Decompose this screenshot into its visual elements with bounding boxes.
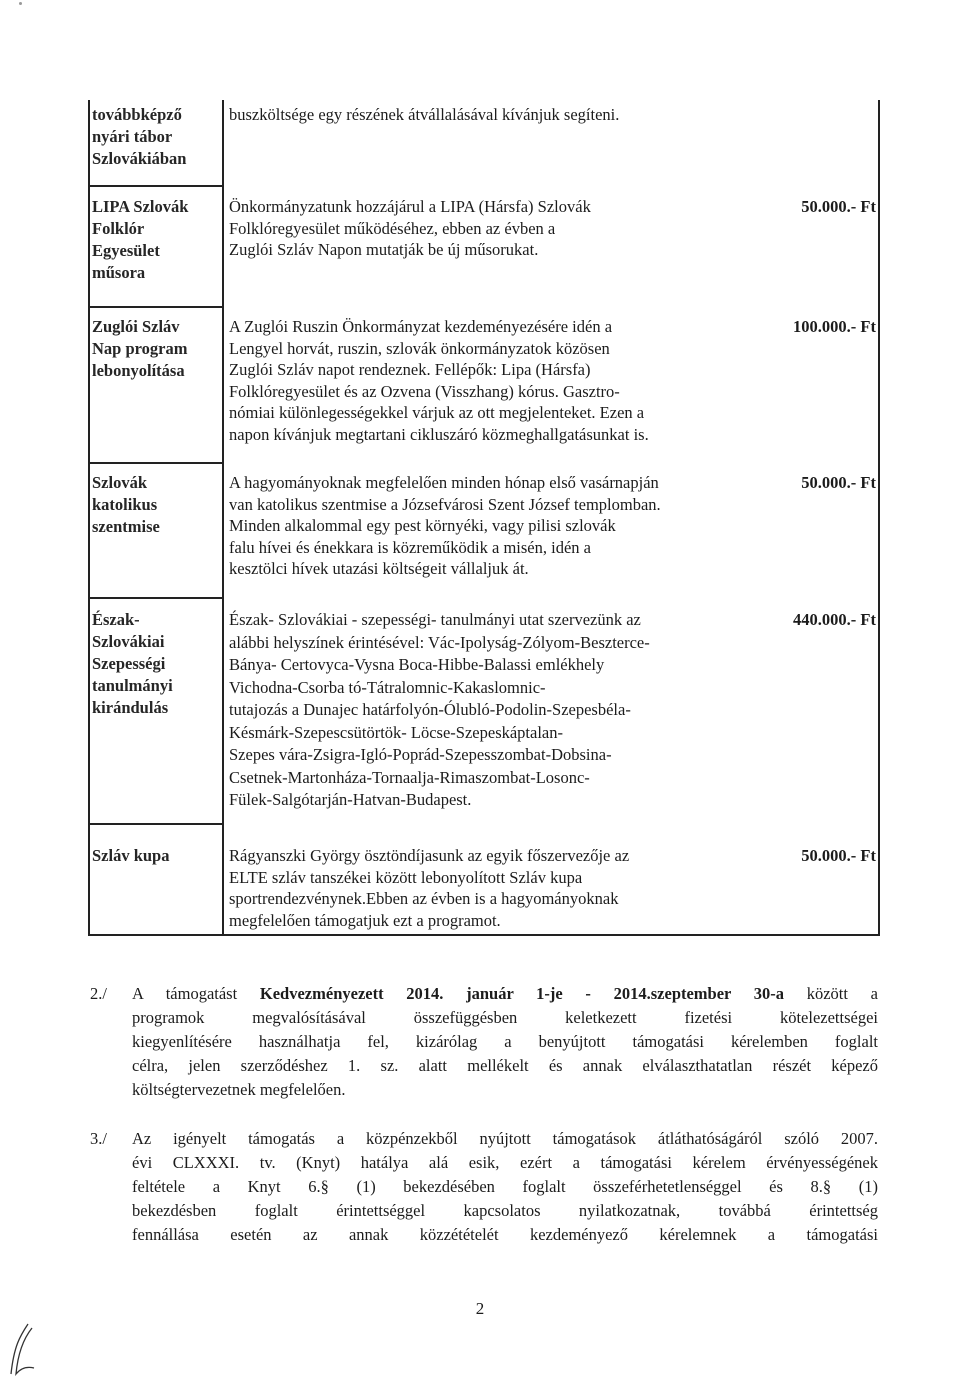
description-line: Szepes vára-Zsigra-Igló-Poprád-Szepesszombat-Dobsina- xyxy=(229,745,612,764)
paragraph-line: A támogatást Kedvezményezett 2014. január 1-je - 2014.szeptember 30-a között a xyxy=(132,984,878,1003)
row-title xyxy=(92,472,222,538)
row-title-line: továbbképző xyxy=(92,105,182,124)
row-title xyxy=(92,196,222,284)
paragraph-line: feltétele a Knyt 6.§ (1) bekezdésében foglalt összeférhetetlenséggel és 8.§ (1) xyxy=(132,1177,878,1196)
row-title-line: Szláv kupa xyxy=(92,846,170,865)
description-line: Zuglói Szláv napot rendeznek. Fellépők: Lipa (Hársfa) xyxy=(229,360,591,379)
row-title xyxy=(92,845,222,867)
row-description xyxy=(229,316,789,445)
description-line: Zuglói Szláv Napon mutatják be új műsorukat. xyxy=(229,240,539,259)
description-line: ELTE szláv tanszékei között lebonyolított Szláv kupa xyxy=(229,867,583,887)
table-row-rule xyxy=(88,823,222,825)
row-title-line: lebonyolítása xyxy=(92,361,185,380)
row-title-line: Egyesület xyxy=(92,241,160,260)
paragraph xyxy=(88,982,878,1104)
paragraph-line: évi CLXXXI. tv. (Knyt) hatálya alá esik, ezért a támogatási kérelem érvényességének xyxy=(132,1153,878,1172)
row-title-line: kirándulás xyxy=(92,698,169,717)
emphasis-text: Kedvezményezett 2014. január 1-je - 2014.szeptember 30-a xyxy=(259,984,785,1003)
handwritten-initial-mark xyxy=(6,1322,38,1376)
paragraph-number: 2./ xyxy=(90,984,107,1003)
table-left-border xyxy=(88,100,90,936)
row-description xyxy=(229,609,789,812)
row-description xyxy=(229,104,789,126)
description-line: Csetnek-Martonháza-Tornaalja-Rimaszombat-Losonc- xyxy=(229,767,590,787)
row-amount: 440.000.- Ft xyxy=(793,610,876,629)
table-right-border xyxy=(878,100,880,936)
description-line: Folklóregyesület működéséhez, ebben az évben a xyxy=(229,218,556,238)
row-title-line: tanulmányi xyxy=(92,676,173,695)
row-title-line: Szlovákiai xyxy=(92,632,165,651)
row-description xyxy=(229,472,789,580)
description-line: Rágyanszki György ösztöndíjasunk az egyik főszervezője az xyxy=(229,846,630,865)
row-title-line: katolikus xyxy=(92,495,158,514)
row-title-line: Nap program xyxy=(92,339,188,358)
description-line: Minden alkalommal egy pest környéki, vagy pilisi szlovák xyxy=(229,516,616,535)
description-line: buszköltsége egy részének átvállalásával kívánjuk segíteni. xyxy=(229,105,620,124)
paragraph-line: költségtervezetnek megfelelően. xyxy=(132,1080,346,1099)
row-title-line: szentmise xyxy=(92,517,160,536)
row-amount: 50.000.- Ft xyxy=(801,846,876,865)
paragraph-line: fennállása esetén az annak közzétételét kezdeményező kérelemnek a támogatási xyxy=(132,1225,878,1244)
table-row-rule xyxy=(88,597,222,599)
row-description xyxy=(229,845,789,931)
paragraph-body xyxy=(132,1127,878,1247)
description-line: van katolikus szentmise a Józsefvárosi Szent József templomban. xyxy=(229,494,661,514)
row-description xyxy=(229,196,789,261)
description-line: napon kívánjuk megtartani cikluszáró közmeghallgatásunkat is. xyxy=(229,424,649,444)
description-line: Késmárk-Szepescsütörtök- Löcse-Szepeskáptalan- xyxy=(229,722,563,742)
row-title-line: Szlovák xyxy=(92,473,148,492)
paragraph-line: programok megvalósításával összefüggésben keletkezett fizetési kötelezettségei xyxy=(132,1008,878,1027)
description-line: alábbi helyszínek érintésével: Vác-Ipolyság-Zólyom-Beszterce- xyxy=(229,632,650,652)
paragraph-body xyxy=(132,982,878,1102)
paragraph-line: bekezdésben foglalt érintettséggel kapcsolatos nyilatkozatnak, továbbá érintettség xyxy=(132,1201,878,1220)
description-line: A hagyományoknak megfelelően minden hónap első vasárnapján xyxy=(229,473,659,492)
description-line: Fülek-Salgótarján-Hatvan-Budapest. xyxy=(229,790,472,809)
row-title xyxy=(92,609,222,719)
description-line: Bánya- Certovyca-Vysna Boca-Hibbe-Balassi emlékhely xyxy=(229,655,605,674)
paragraph-line: célra, jelen szerződéshez 1. sz. alatt mellékelt és annak elválaszthatatlan részét képező xyxy=(132,1056,878,1075)
paragraph-number: 3./ xyxy=(90,1129,107,1148)
table-row-rule xyxy=(88,462,222,464)
page-number: 2 xyxy=(475,1299,485,1318)
description-line: Észak- Szlovákiai - szepességi- tanulmányi utat szervezünk az xyxy=(229,610,641,629)
description-line: megfelelően támogatjuk ezt a programot. xyxy=(229,910,501,930)
table-row-rule xyxy=(88,306,222,308)
description-line: A Zuglói Ruszin Önkormányzat kezdeményezésére idén a xyxy=(229,317,613,336)
paragraph xyxy=(88,1127,878,1249)
scan-speck xyxy=(19,2,22,5)
row-amount: 50.000.- Ft xyxy=(801,473,876,492)
row-title xyxy=(92,104,222,170)
row-amount: 50.000.- Ft xyxy=(801,197,876,216)
description-line: tutajozás a Dunajec határfolyón-Ólubló-Podolin-Szepesbéla- xyxy=(229,700,631,719)
description-line: nómiai különlegességekkel várjuk az ott megjelenteket. Ezen a xyxy=(229,403,645,422)
row-title-line: Észak- xyxy=(92,610,140,629)
description-line: falu hívei és énekkara is közreműködik a misén, idén a xyxy=(229,537,591,557)
description-line: Vichodna-Csorba tó-Tátralomnic-Kakaslomnic- xyxy=(229,677,546,697)
row-amount: 100.000.- Ft xyxy=(793,317,876,336)
row-title-line: Szepességi xyxy=(92,654,166,673)
row-title-line: Folklór xyxy=(92,219,145,238)
paragraph-line: Az igényelt támogatás a közpénzekből nyújtott támogatások átláthatóságáról szóló 2007. xyxy=(132,1129,878,1148)
description-line: Folklóregyesület és az Ozvena (Visszhang) kórus. Gasztro- xyxy=(229,381,620,401)
table-row-rule xyxy=(88,185,222,187)
row-title xyxy=(92,316,222,382)
description-line: sportrendezvénynek.Ebben az évben is a hagyományoknak xyxy=(229,889,619,908)
row-title-line: nyári tábor xyxy=(92,127,173,146)
description-line: Lengyel horvát, ruszin, szlovák önkormányzatok közösen xyxy=(229,338,610,358)
row-title-line: Zuglói Szláv xyxy=(92,317,180,336)
paragraph-line: kiegyenlítésére használhatja fel, kizárólag a benyújtott támogatási kérelemben foglalt xyxy=(132,1032,878,1051)
description-line: kesztölci hívek utazási költségeit vállaljuk át. xyxy=(229,559,529,578)
row-title-line: LIPA Szlovák xyxy=(92,197,189,216)
description-line: Önkormányzatunk hozzájárul a LIPA (Hársfa) Szlovák xyxy=(229,197,591,216)
row-title-line: Szlovákiában xyxy=(92,149,187,168)
table-bottom-border xyxy=(88,934,880,936)
row-title-line: műsora xyxy=(92,263,146,282)
table-divider-title xyxy=(222,100,224,936)
